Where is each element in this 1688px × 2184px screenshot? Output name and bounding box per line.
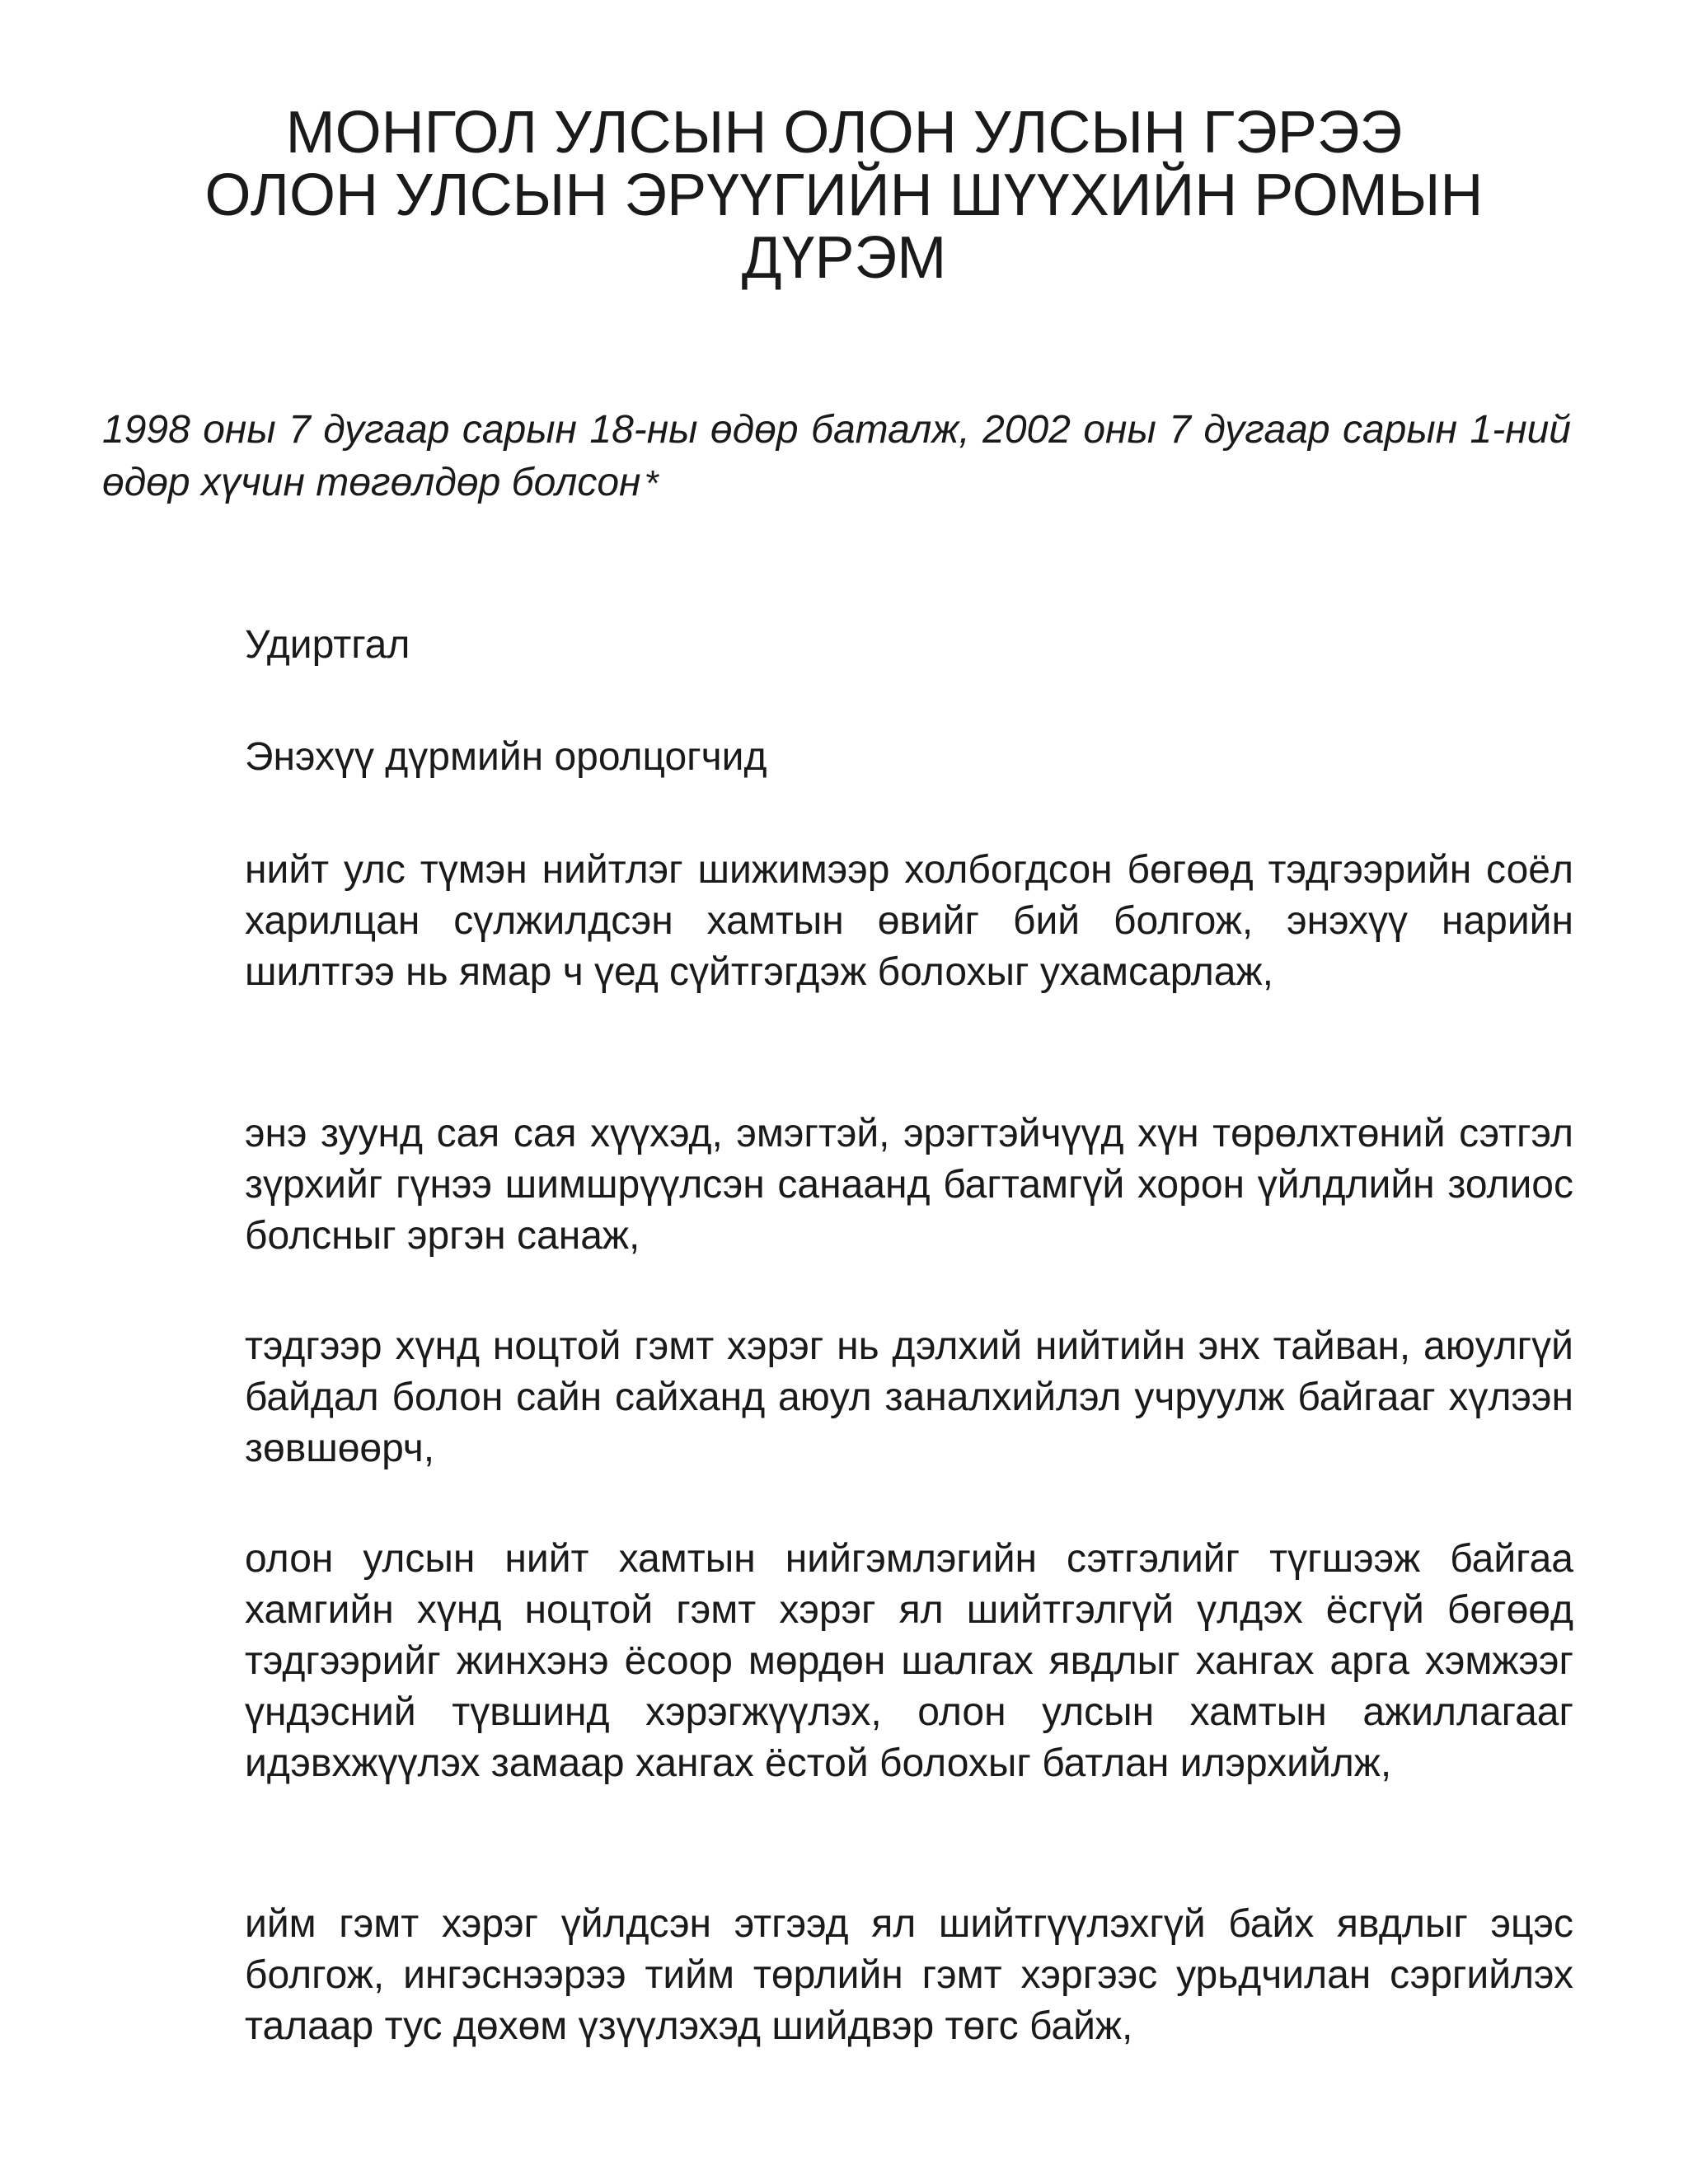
title-line-1: МОНГОЛ УЛСЫН ОЛОН УЛСЫН ГЭРЭЭ xyxy=(285,100,1403,166)
preamble-paragraph-4: олон улсын нийт хамтын нийгэмлэгийн сэтгэлийг түгшээж байгаа хамгийн хүнд ноцтой гэмт хэрэг ял шийтгэлгүй үлдэх ёсгүй бөгөөд тэдгээрийг жинхэнэ ёсоор мөрдөн шалгах явдлыг хангах арга хэмжээг үндэсний түвшинд хэрэгжүүлэх, олон улсын хамтын ажиллагааг идэвхжүүлэх замаар хангах ёстой болохыг батлан илэрхийлж, xyxy=(245,1537,1573,1785)
preamble-paragraph-5: ийм гэмт хэрэг үйлдсэн этгээд ял шийтгүүлэхгүй байх явдлыг эцэс болгож, ингэснээрээ тийм төрлийн гэмт хэргээс урьдчилан сэргийлэх талаар тус дөхөм үзүүлэхэд шийдвэр төгс байж, xyxy=(245,1902,1573,2048)
title-line-2: ОЛОН УЛСЫН ЭРҮҮГИЙН ШҮҮХИЙН РОМЫН xyxy=(204,162,1484,228)
preamble-paragraph-2: энэ зуунд сая сая хүүхэд, эмэгтэй, эрэгтэйчүүд хүн төрөлхтөний сэтгэл зүрхийг гүнээ шимшрүүлсэн санаанд багтамгүй хорон үйлдлийн золиос болсныг эргэн санаж, xyxy=(245,1112,1573,1258)
footnote-mark: * xyxy=(645,463,660,504)
title-line-3: ДҮРЭМ xyxy=(741,225,947,291)
preamble-heading: Удиртгал xyxy=(245,623,410,667)
adoption-note xyxy=(102,404,1571,510)
document-title xyxy=(165,101,1523,289)
preamble-paragraph-3: тэдгээр хүнд ноцтой гэмт хэрэг нь дэлхий нийтийн энх тайван, аюулгүй байдал болон сайн сайханд аюул заналхийлэл учруулж байгааг хүлээн зөвшөөрч, xyxy=(245,1324,1573,1470)
parties-heading: Энэхүү дүрмийн оролцогчид xyxy=(245,735,767,779)
adoption-note-text: 1998 оны 7 дугаар сарын 18-ны өдөр баталж, 2002 оны 7 дугаар сарын 1-ний өдөр хүчин төгөлдөр болсон xyxy=(102,408,1571,504)
preamble-paragraph-1: нийт улс түмэн нийтлэг шижимээр холбогдсон бөгөөд тэдгээрийн соёл харилцан сүлжилдсэн хамтын өвийг бий болгож, энэхүү нарийн шилтгээ нь ямар ч үед сүйтгэгдэж болохыг ухамсарлаж, xyxy=(245,848,1573,994)
